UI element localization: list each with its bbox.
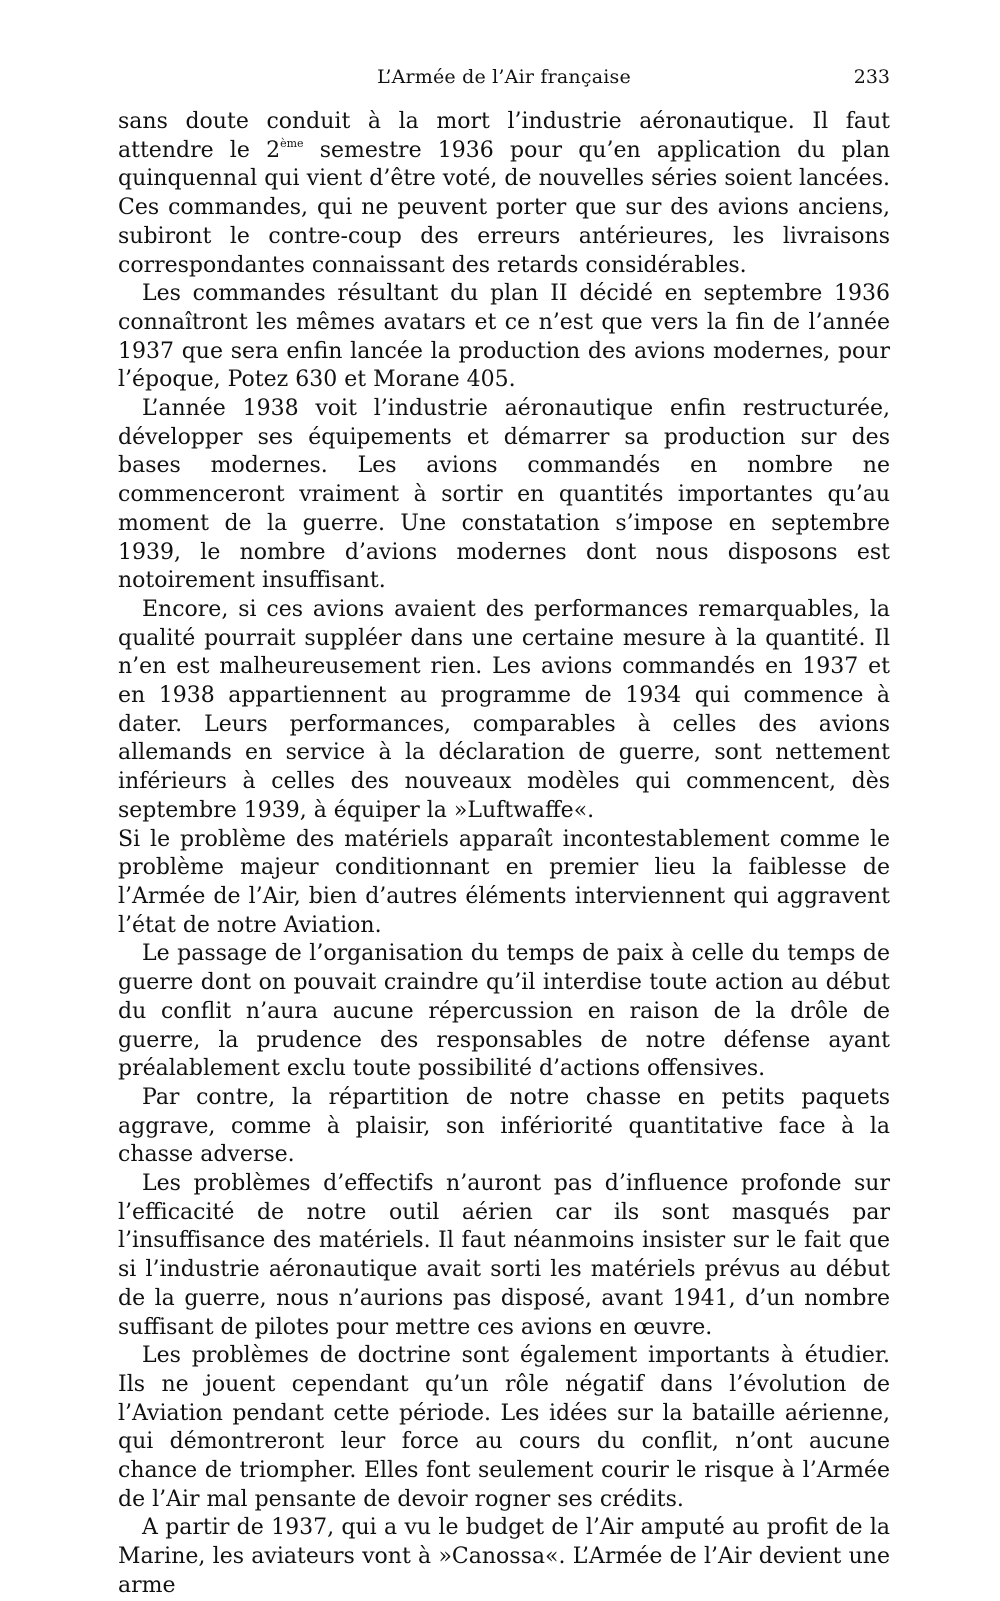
paragraph-1-text-continued: semestre 1936 pour qu’en application du plan quinquennal qui vient d’être voté, de nouvelles séries soient lancées. Ces commandes, qui ne peuvent porter que sur des avions anciens, subiront le contre-coup des erreurs antérieures, les livraisons correspondantes connaissant des retards considérables. bbox=[118, 137, 890, 278]
paragraph-5: Si le problème des matériels apparaît incontestablement comme le problème majeur conditionnant en premier lieu la faiblesse de l’Armée de l’Air, bien d’autres éléments interviennent qui aggravent l’état de notre Aviation. bbox=[118, 826, 890, 938]
page-number: 233 bbox=[853, 66, 890, 88]
paragraph-4: Encore, si ces avions avaient des performances remarquables, la qualité pourrait suppléer dans une certaine mesure à la quantité. Il n’en est malheureusement rien. Les avions commandés en 1937 et en 1938 appartiennent au programme de 1934 qui commence à dater. Leurs performances, comparables à celles des avions allemands en service à la déclaration de guerre, sont nettement inférieurs à celles des nouveaux modèles qui commencent, dès septembre 1939, à équiper la »Luftwaffe«. bbox=[118, 596, 890, 823]
running-title: L’Armée de l’Air française bbox=[377, 66, 631, 88]
paragraph-1 bbox=[118, 108, 890, 280]
body-text bbox=[118, 108, 890, 1598]
paragraph-8: Les problèmes d’effectifs n’auront pas d’influence profonde sur l’efficacité de notre outil aérien car ils sont masqués par l’insuffisance des matériels. Il faut néanmoins insister sur le fait que si l’industrie aéronautique avait sorti les matériels prévus au début de la guerre, nous n’aurions pas disposé, avant 1941, d’un nombre suffisant de pilotes pour mettre ces avions en œuvre. bbox=[118, 1171, 890, 1340]
paragraph-10: A partir de 1937, qui a vu le budget de l’Air amputé au profit de la Marine, les aviateurs vont à »Canossa«. L’Armée de l’Air devient une arme bbox=[118, 1515, 890, 1598]
paragraph-2: Les commandes résultant du plan II décidé en septembre 1936 connaîtront les mêmes avatars et ce n’est que vers la fin de l’année 1937 que sera enfin lancée la production des avions modernes, pour l’époque, Potez 630 et Morane 405. bbox=[118, 281, 890, 393]
paragraph-9: Les problèmes de doctrine sont également importants à étudier. Ils ne jouent cependant qu’un rôle négatif dans l’évolution de l’Aviation pendant cette période. Les idées sur la bataille aérienne, qui démontreront leur force au cours du conflit, n’ont aucune chance de triompher. Elles font seulement courir le risque à l’Armée de l’Air mal pensante de devoir rogner ses crédits. bbox=[118, 1343, 890, 1512]
running-header bbox=[118, 62, 890, 92]
paragraph-6: Le passage de l’organisation du temps de paix à celle du temps de guerre dont on pouvait craindre qu’il interdise toute action au début du conflit n’aura aucune répercussion en raison de la drôle de guerre, la prudence des responsables de notre défense ayant préalablement exclu toute possibilité d’actions offensives. bbox=[118, 941, 890, 1082]
paragraph-1-text: sans doute conduit à la mort l’industrie aéronautique. Il faut attendre le 2 bbox=[118, 109, 890, 163]
paragraph-7: Par contre, la répartition de notre chasse en petits paquets aggrave, comme à plaisir, son infériorité quantitative face à la chasse adverse. bbox=[118, 1084, 890, 1168]
ordinal-superscript: ème bbox=[280, 136, 304, 150]
paragraph-3: L’année 1938 voit l’industrie aéronautique enfin restructurée, développer ses équipements et démarrer sa production sur des bases modernes. Les avions commandés en nombre ne commenceront vraiment à sortir en quantités importantes qu’au moment de la guerre. Une constatation s’impose en septembre 1939, le nombre d’avions modernes dont nous disposons est notoirement insuffisant. bbox=[118, 396, 890, 594]
